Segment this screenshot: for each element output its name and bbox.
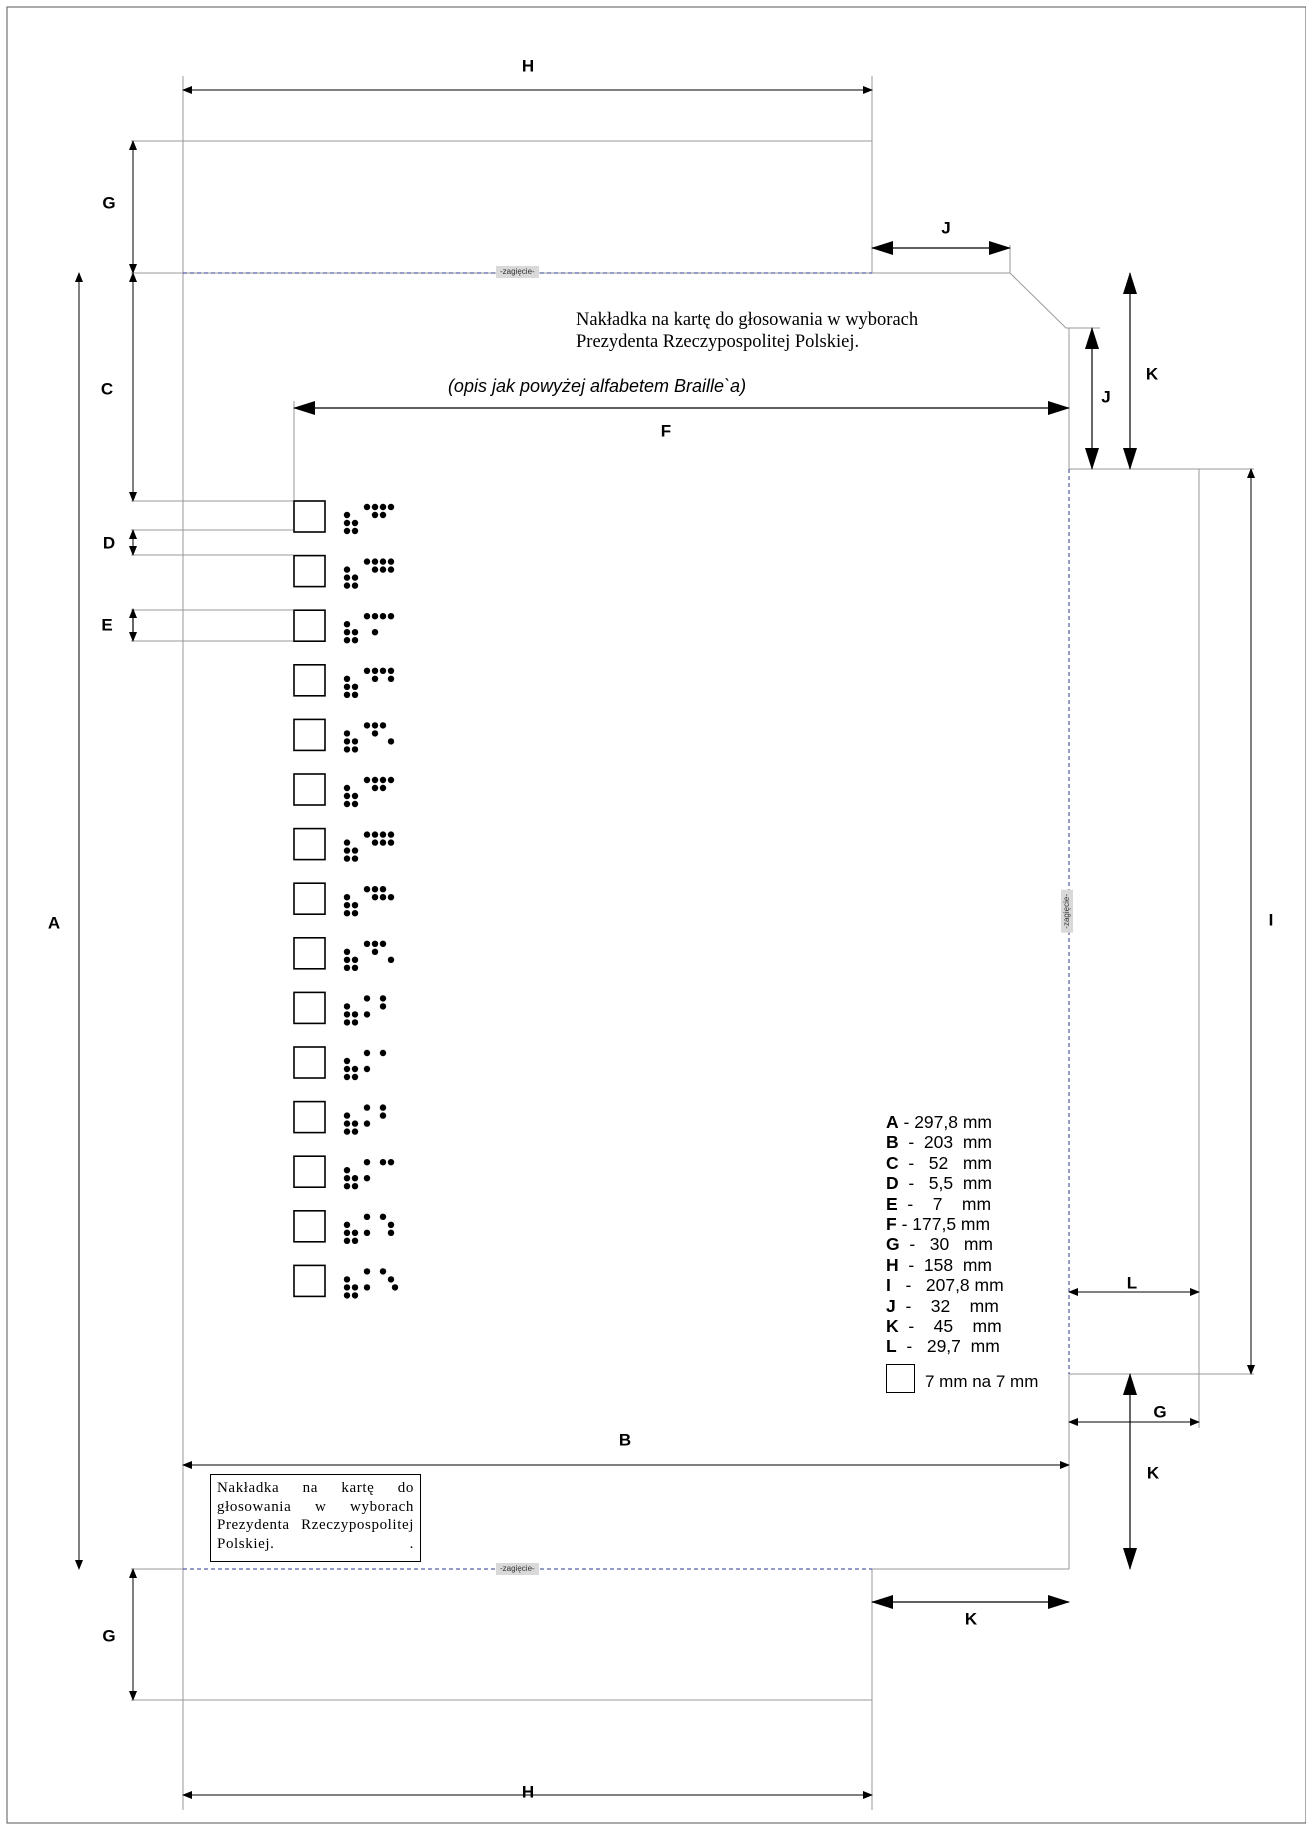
braille-dot [344,746,350,752]
braille-dot [388,1159,394,1165]
braille-dot [388,957,394,963]
braille-dot [388,894,394,900]
legend-letter: E [886,1193,898,1214]
legend-letter: I [886,1275,891,1296]
dim-label-k-right: K [1145,364,1159,384]
braille-dot [344,1120,350,1126]
legend-square-sample [886,1364,915,1393]
braille-dot [380,512,386,518]
braille-dot [344,1128,350,1134]
braille-dot [352,1175,358,1181]
braille-dot [352,793,358,799]
checkbox-column [294,501,325,1296]
braille-dot [364,613,370,619]
braille-dot [364,1104,370,1110]
braille-dot [388,1222,394,1228]
braille-dot [364,1230,370,1236]
legend-letter: F [886,1214,897,1235]
braille-cell-group [344,613,394,643]
dim-label-g-top: G [102,193,116,213]
braille-dot [364,1066,370,1072]
braille-dot [372,504,378,510]
braille-dot [344,1066,350,1072]
braille-dot [380,894,386,900]
braille-dot [352,738,358,744]
braille-dot [344,684,350,690]
braille-dot [352,1238,358,1244]
braille-dot [352,801,358,807]
braille-dot [344,528,350,534]
dim-label-g-right: G [1153,1402,1167,1422]
legend-row [886,1296,1004,1316]
vote-checkbox [294,1102,325,1133]
braille-dot [364,995,370,1001]
braille-dot [380,566,386,572]
braille-dot [352,637,358,643]
braille-dot [344,965,350,971]
braille-dot [352,1284,358,1290]
braille-dot [372,730,378,736]
braille-dot [388,777,394,783]
braille-dot [344,801,350,807]
braille-dot [344,902,350,908]
braille-dot [352,746,358,752]
braille-dot [344,1175,350,1181]
braille-dot [352,910,358,916]
braille-dot [380,668,386,674]
legend-value: - 207,8 mm [890,1275,1004,1296]
braille-dot [344,676,350,682]
tactile-label-trailing: . [409,1535,414,1552]
braille-dot [344,582,350,588]
braille-dot [380,1268,386,1274]
braille-dot [344,1292,350,1298]
braille-dot [372,676,378,682]
braille-dot [364,668,370,674]
braille-dot [372,777,378,783]
braille-dot [352,1183,358,1189]
braille-dot [372,668,378,674]
dimension-lines-bold [133,248,1130,1602]
braille-dot [344,1058,350,1064]
braille-dot [372,941,378,947]
braille-cell-group [344,558,394,588]
legend-value: - 32 mm [895,1295,999,1316]
braille-dot [380,1104,386,1110]
braille-dot [352,684,358,690]
braille-dot [344,855,350,861]
braille-dot [364,722,370,728]
braille-dot [364,1284,370,1290]
legend-value: - 52 mm [898,1152,992,1173]
braille-dot [344,1003,350,1009]
braille-dot [344,512,350,518]
braille-dot [380,722,386,728]
braille-dot [380,831,386,837]
braille-dot [344,1074,350,1080]
braille-dot [344,793,350,799]
braille-dot [380,613,386,619]
braille-dot [344,1011,350,1017]
legend-row [886,1336,1004,1356]
braille-dot [364,558,370,564]
braille-description-note: (opis jak powyżej alfabetem Braille`a) [447,376,747,396]
braille-dot [352,629,358,635]
braille-dot [344,520,350,526]
legend-row [886,1275,1004,1295]
braille-cell-group [344,831,394,861]
braille-dot [344,847,350,853]
dim-label-e: E [101,615,113,635]
legend-letter: L [886,1336,897,1357]
braille-dot [352,902,358,908]
fold-tag-bottom: -zagięcie- [496,1563,539,1575]
braille-dot [388,839,394,845]
braille-dot [372,558,378,564]
tactile-label-box [210,1474,421,1562]
legend-value: - 5,5 mm [898,1173,992,1194]
braille-dot [344,1183,350,1189]
braille-cell-group [344,504,394,534]
dimension-legend [886,1112,1004,1357]
braille-dot [364,1159,370,1165]
dim-label-j-right: J [1101,387,1111,407]
braille-dot [388,1276,394,1282]
braille-cell-group [344,722,394,752]
braille-dot [352,692,358,698]
dim-label-j-top: J [941,218,951,238]
braille-dot [364,941,370,947]
braille-dot [364,1175,370,1181]
braille-dot [344,1167,350,1173]
legend-row [886,1132,1004,1152]
braille-dot [388,831,394,837]
vote-checkbox [294,665,325,696]
braille-dot [372,629,378,635]
braille-dot [364,1011,370,1017]
braille-dot [352,528,358,534]
braille-cell-group [344,1268,398,1298]
braille-dot [352,1128,358,1134]
braille-dot [344,637,350,643]
dim-label-l: L [1126,1273,1138,1293]
page-border [7,7,1306,1823]
legend-row [886,1173,1004,1193]
braille-dot [352,1292,358,1298]
legend-value: - 177,5 mm [896,1214,991,1235]
vote-checkbox [294,883,325,914]
braille-dot [380,995,386,1001]
braille-dot [352,1120,358,1126]
legend-letter: D [886,1173,899,1194]
braille-cell-group [344,1104,386,1134]
braille-dot [388,738,394,744]
legend-letter: J [886,1295,896,1316]
braille-dot [344,574,350,580]
braille-dot [352,574,358,580]
braille-dot [380,785,386,791]
legend-row [886,1214,1004,1234]
dim-label-a: A [47,913,61,933]
braille-dot [380,1214,386,1220]
dim-label-g-bottom: G [102,1626,116,1646]
braille-dot [344,629,350,635]
braille-dot [372,831,378,837]
braille-dot [380,504,386,510]
legend-row [886,1112,1004,1132]
braille-dot [344,839,350,845]
vote-checkbox [294,501,325,532]
braille-dot [372,839,378,845]
braille-dot [352,582,358,588]
braille-dot [352,520,358,526]
braille-dot [372,512,378,518]
vote-checkbox [294,938,325,969]
dim-label-d: D [102,533,116,553]
legend-letter: G [886,1234,900,1255]
braille-dot [364,886,370,892]
braille-column [344,504,398,1299]
legend-value: - 29,7 mm [896,1336,1000,1357]
braille-dot [352,1019,358,1025]
legend-letter: K [886,1316,899,1337]
braille-dot [380,1112,386,1118]
legend-row [886,1153,1004,1173]
tactile-label-text: Nakładka na kartę do głosowania w wyborach Prezydenta Rzeczypospolitej Polskiej. [217,1480,414,1552]
legend-square-label: 7 mm na 7 mm [925,1372,1039,1391]
braille-dot [380,839,386,845]
braille-cell-group [344,668,394,698]
braille-dot [344,957,350,963]
dim-label-k-lower: K [1146,1463,1160,1483]
braille-dot [344,1222,350,1228]
legend-letter: B [886,1132,899,1153]
legend-value: - 30 mm [899,1234,993,1255]
braille-cell-group [344,1159,394,1189]
braille-cell-group [344,1214,394,1244]
braille-dot [352,855,358,861]
dim-label-h-bottom: H [521,1782,535,1802]
braille-dot [344,621,350,627]
braille-dot [364,1120,370,1126]
braille-dot [372,894,378,900]
braille-dot [344,949,350,955]
braille-dot [388,676,394,682]
braille-dot [372,785,378,791]
braille-dot [344,692,350,698]
braille-dot [352,957,358,963]
braille-dot [344,1019,350,1025]
vote-checkbox [294,1265,325,1296]
braille-dot [352,847,358,853]
legend-value: - 297,8 mm [898,1112,993,1132]
braille-cell-group [344,941,394,971]
braille-dot [344,785,350,791]
braille-dot [372,886,378,892]
braille-dot [372,613,378,619]
braille-cell-group [344,886,394,916]
braille-dot [388,613,394,619]
legend-row [886,1234,1004,1254]
braille-dot [352,1066,358,1072]
braille-dot [352,965,358,971]
braille-dot [364,831,370,837]
braille-dot [380,886,386,892]
braille-dot [344,910,350,916]
braille-dot [388,668,394,674]
braille-dot [372,949,378,955]
braille-dot [352,1230,358,1236]
dim-label-b: B [618,1430,632,1450]
vote-checkbox [294,1211,325,1242]
legend-value: - 45 mm [898,1316,1002,1337]
dim-label-k-bottom: K [964,1609,978,1629]
vote-checkbox [294,1156,325,1187]
braille-dot [388,1230,394,1236]
braille-dot [364,1268,370,1274]
braille-dot [388,504,394,510]
legend-row [886,1194,1004,1214]
braille-cell-group [344,777,394,807]
braille-dot [344,566,350,572]
legend-value: - 203 mm [898,1132,992,1153]
vote-checkbox [294,719,325,750]
dim-label-c: C [100,379,114,399]
braille-dot [364,777,370,783]
vote-checkbox [294,992,325,1023]
dim-label-h-top: H [521,56,535,76]
braille-dot [380,777,386,783]
fold-tag-top: -zagięcie- [496,266,539,278]
braille-cell-group [344,1050,386,1080]
vote-checkbox [294,610,325,641]
braille-dot [388,566,394,572]
braille-dot [372,566,378,572]
braille-dot [380,1159,386,1165]
dim-label-i: I [1268,910,1274,930]
braille-dot [344,738,350,744]
braille-dot [388,558,394,564]
legend-row [886,1316,1004,1336]
legend-letter: C [886,1152,899,1173]
braille-dot [380,1050,386,1056]
braille-dot [344,1276,350,1282]
braille-cell-group [344,995,386,1025]
braille-dot [344,1230,350,1236]
braille-dot [344,1238,350,1244]
braille-dot [344,1284,350,1290]
braille-dot [364,1214,370,1220]
vote-checkbox [294,1047,325,1078]
braille-dot [380,941,386,947]
braille-dot [344,894,350,900]
braille-dot [352,1074,358,1080]
legend-letter: H [886,1254,899,1275]
braille-dot [364,504,370,510]
dim-label-f: F [660,421,672,441]
legend-value: - 7 mm [897,1193,992,1214]
vote-checkbox [294,556,325,587]
braille-dot [392,1284,398,1290]
braille-dot [372,722,378,728]
braille-dot [380,558,386,564]
legend-row [886,1255,1004,1275]
braille-dot [344,730,350,736]
vote-checkbox [294,774,325,805]
template-diagram: -zagięcie- -zagięcie- -zagięcie- H G J K C J F D E A I L G B K K G H Nakładka na kartę do głosowania w wyborach Prezydenta Rzeczypospolitej Polskiej. (opis jak powyżej alfabetem Braille`a) A - 297,8 mm B - 203 mm C - 52 mm D - 5,5 mm E - 7 mm F - 177,5 mm G - 30 mm H - 158 mm I - 207,8 mm J - 32 mm K - 45 mm L - 29,7 mm 7 mm na 7 mm Nakładka na kartę do głosowania w wyborach Prezydenta Rzeczypospolitej Polskiej. . [0,0,1306,1824]
vote-checkbox [294,829,325,860]
braille-dot [352,1011,358,1017]
legend-value: - 158 mm [898,1254,992,1275]
legend-letter: A [886,1112,899,1132]
braille-dot [364,1050,370,1056]
braille-dot [344,1112,350,1118]
braille-dot [380,1003,386,1009]
fold-tag-right: -zagięcie- [1061,890,1073,933]
